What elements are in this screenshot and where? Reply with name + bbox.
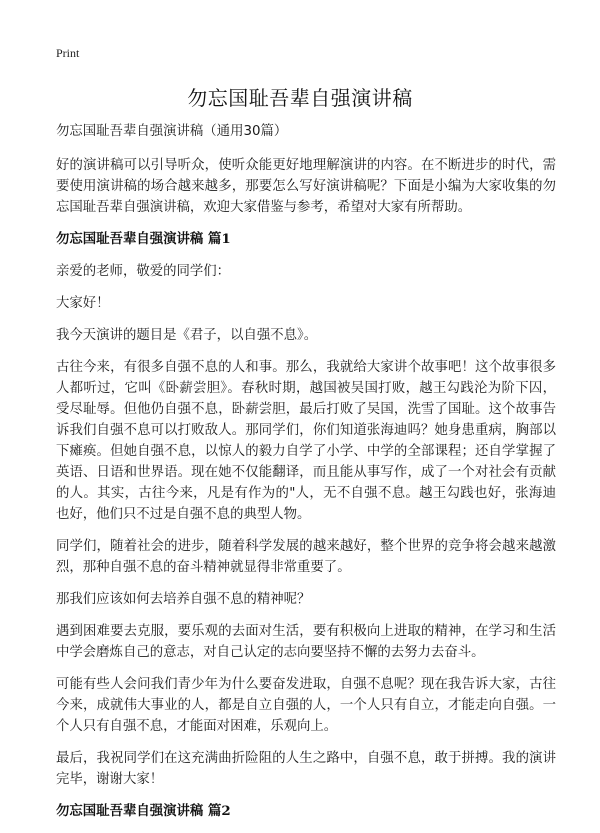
closing-paragraph: 最后，我祝同学们在这充满曲折险阻的人生之路中，自强不息，敢于拼搏。我的演讲完毕，谢谢大家！ <box>56 751 556 787</box>
section-heading-1: 勿忘国耻吾辈自强演讲稿 篇1 <box>56 231 231 247</box>
society-paragraph: 同学们，随着社会的进步，随着科学发展的越来越好，整个世界的竞争将会越来越激烈，那种自强不息的奋斗精神就显得非常重要了。 <box>56 539 556 575</box>
topic-paragraph: 我今天演讲的题目是《君子，以自强不息》。 <box>56 328 318 343</box>
document-body <box>56 121 556 833</box>
reason-paragraph: 可能有些人会问我们青少年为什么要奋发进取，自强不息呢？现在我告诉大家，古往今来，成就伟大事业的人，都是自立自强的人，一个人只有自立，才能走向自强。一个人只有自强不息，才能面对困难，乐观向上。 <box>56 677 556 734</box>
document-subtitle: 勿忘国耻吾辈自强演讲稿（通用30篇） <box>56 124 288 139</box>
greeting-paragraph: 大家好！ <box>56 296 110 311</box>
section-heading-2: 勿忘国耻吾辈自强演讲稿 篇2 <box>56 803 231 819</box>
print-label: Print <box>56 46 80 60</box>
document-title: 勿忘国耻吾辈自强演讲稿 <box>187 86 413 110</box>
salutation-paragraph: 亲爱的老师，敬爱的同学们： <box>56 264 231 279</box>
intro-paragraph: 好的演讲稿可以引导听众，使听众能更好地理解演讲的内容。在不断进步的时代，需要使用演讲稿的场合越来越多，那要怎么写好演讲稿呢？下面是小编为大家收集的勿忘国耻吾辈自强演讲稿，欢迎大家借鉴与参考，希望对大家有所帮助。 <box>56 158 556 215</box>
advice-paragraph: 遇到困难要去克服，要乐观的去面对生活，要有积极向上进取的精神，在学习和生活中学会磨炼自己的意志，对自己认定的志向要坚持不懈的去努力去奋斗。 <box>56 624 556 660</box>
question-paragraph: 那我们应该如何去培养自强不息的精神呢？ <box>56 592 311 607</box>
story-paragraph: 古往今来，有很多自强不息的人和事。那么，我就给大家讲个故事吧！这个故事很多人都听过，它叫《卧薪尝胆》。春秋时期，越国被吴国打败，越王勾践沦为阶下囚，受尽耻辱。但他仍自强不息，卧薪尝胆，最后打败了吴国，洗雪了国耻。这个故事告诉我们自强不息可以打败敌人。那同学们，你们知道张海迪吗？她身患重病，胸部以下瘫痪。但她自强不息，以惊人的毅力自学了小学、中学的全部课程；还自学掌握了英语、日语和世界语。现在她不仅能翻译，而且能从事写作，成了一个对社会有贡献的人。其实，古往今来，凡是有作为的"人，无不自强不息。越王勾践也好，张海迪也好，他们只不过是自强不息的典型人物。 <box>56 360 556 522</box>
